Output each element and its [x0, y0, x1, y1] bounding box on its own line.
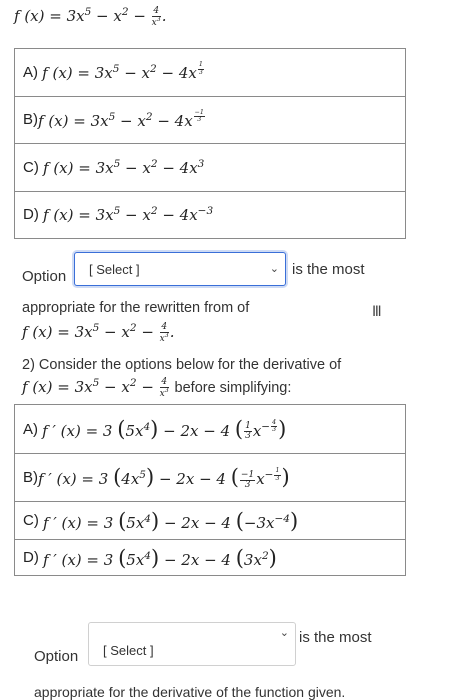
derivative-row-b: B) f ′ (x) = 3 $(4x^5) - 2x - 4$ ( $\frac{-1}{3}$ $x^{- \frac{1}{3}}$ ) [15, 454, 405, 502]
select-value: [ Select ] [103, 643, 154, 658]
option-label-2: Option [34, 648, 79, 665]
question2-prompt: 2) Consider the options below for the derivative of [22, 357, 342, 373]
derivative-choices-table [14, 404, 406, 576]
choice-row-d: D) f $(x) = 3x^5 - x^2 - 4x^{-3}$ [15, 192, 405, 240]
rewrite-select[interactable] [74, 252, 286, 286]
choice-row-b: B) f $(x) = 3x^5 - x^2 - 4x$ $^{\frac{-1}{3}}$ [15, 97, 405, 145]
text-cursor-icon: Ⅲ [372, 304, 382, 320]
sentence-tail-2: appropriate for the derivative of the function given. [34, 684, 346, 700]
sentence-tail-1: appropriate for the rewritten from of [22, 300, 250, 316]
select-value: [ Select ] [89, 262, 140, 277]
rewrite-choices-table [14, 48, 406, 239]
function-repeat: f $(x) = 3x^5 - x^2$ − $\frac{4}{x^3}$ . [22, 321, 175, 344]
derivative-select[interactable] [88, 622, 296, 666]
derivative-row-a: A) f ′ (x) = 3 $(5x^4) - 2x - 4$ ( $\frac{1}{3}$ $x^{- \frac{4}{3}}$ ) [15, 405, 405, 454]
derivative-row-d: D) f ′ (x) = 3 $(5x^4) - 2x - 4$ $(3x^2)$ [15, 540, 405, 576]
question-function: f $(x) = 3x^5 - x^2$ − $\frac{4}{x^3}$ . [14, 5, 167, 28]
choice-row-c: C) f $(x) = 3x^5 - x^2 - 4x^3$ [15, 144, 405, 192]
chevron-down-icon: ⌄ [269, 262, 279, 275]
option-label-1: Option [22, 268, 67, 285]
chevron-down-icon: ⌄ [279, 626, 289, 639]
choice-row-a: A) f $(x) = 3x^5 - x^2 - 4x$ $^{\frac{1}{3}}$ [15, 49, 405, 97]
question2-prompt-line2: f $(x) = 3x^5 - x^2$ − $\frac{4}{x^3}$ before simplifying: [22, 376, 292, 399]
derivative-row-c: C) f ′ (x) = 3 $(5x^4) - 2x - 4$ $(-3x^{-4})$ [15, 502, 405, 540]
suffix-text-1: is the most [292, 261, 365, 278]
suffix-text-2: is the most [299, 629, 372, 646]
